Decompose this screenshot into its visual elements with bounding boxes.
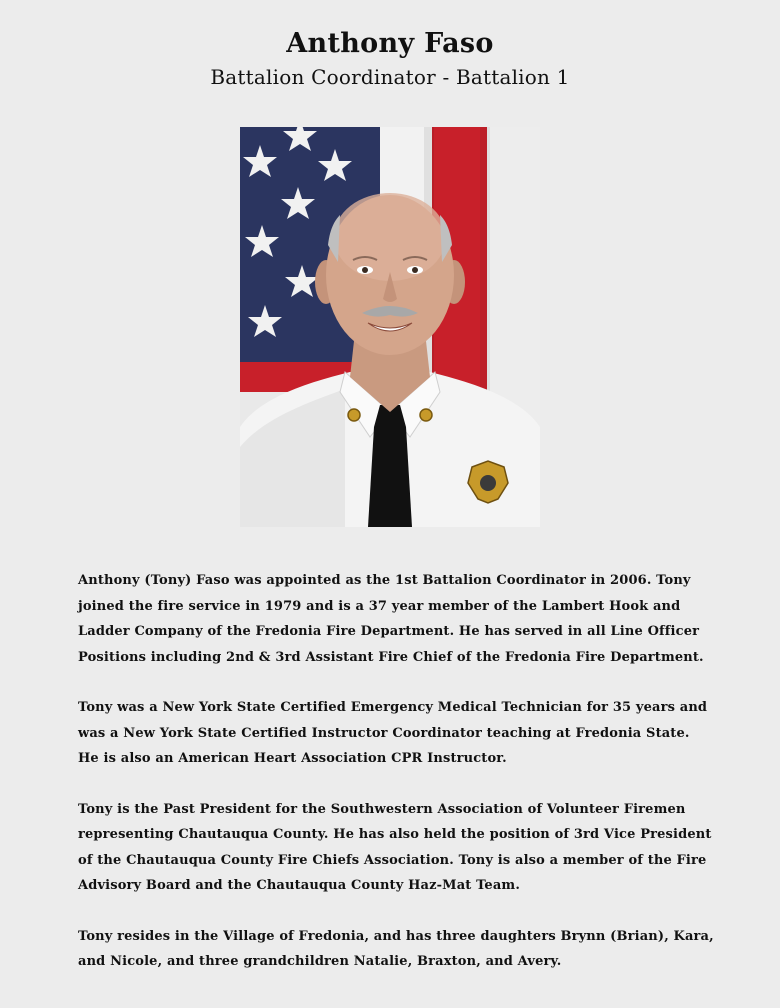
bio-line: He is also an American Heart Association CPR Instructor.	[78, 751, 507, 766]
bio-line: and Nicole, and three grandchildren Natalie, Braxton, and Avery.	[78, 954, 562, 969]
person-title: Battalion Coordinator - Battalion 1	[210, 65, 570, 89]
bio-line: Tony was a New York State Certified Emergency Medical Technician for 35 years and	[78, 700, 708, 715]
bio-paragraph-2	[78, 695, 718, 772]
bio-line: Ladder Company of the Fredonia Fire Department. He has served in all Line Officer	[78, 624, 700, 639]
person-name: Anthony Faso	[286, 28, 494, 59]
bio-line: representing Chautauqua County. He has also held the position of 3rd Vice President	[78, 827, 712, 842]
bio-line: Tony resides in the Village of Fredonia, and has three daughters Brynn (Brian), Kara,	[78, 928, 714, 944]
bio-paragraph-3	[78, 797, 718, 899]
bio-paragraph-4	[78, 924, 718, 975]
bio-line: of the Chautauqua County Fire Chiefs Association. Tony is also a member of the Fire	[78, 852, 707, 868]
biography	[78, 568, 718, 1000]
portrait-illustration	[240, 127, 540, 527]
bio-line: was a New York State Certified Instructor Coordinator teaching at Fredonia State.	[78, 725, 690, 741]
bio-line: Advisory Board and the Chautauqua County Haz-Mat Team.	[78, 878, 521, 893]
bio-line: joined the fire service in 1979 and is a 37 year member of the Lambert Hook and	[78, 598, 681, 614]
bio-line: Positions including 2nd & 3rd Assistant Fire Chief of the Fredonia Fire Department.	[78, 649, 704, 665]
portrait-photo	[240, 127, 540, 527]
bio-line: Tony is the Past President for the Southwestern Association of Volunteer Firemen	[78, 801, 686, 817]
bio-paragraph-1	[78, 568, 718, 670]
bio-line: Anthony (Tony) Faso was appointed as the 1st Battalion Coordinator in 2006. Tony	[78, 573, 691, 588]
